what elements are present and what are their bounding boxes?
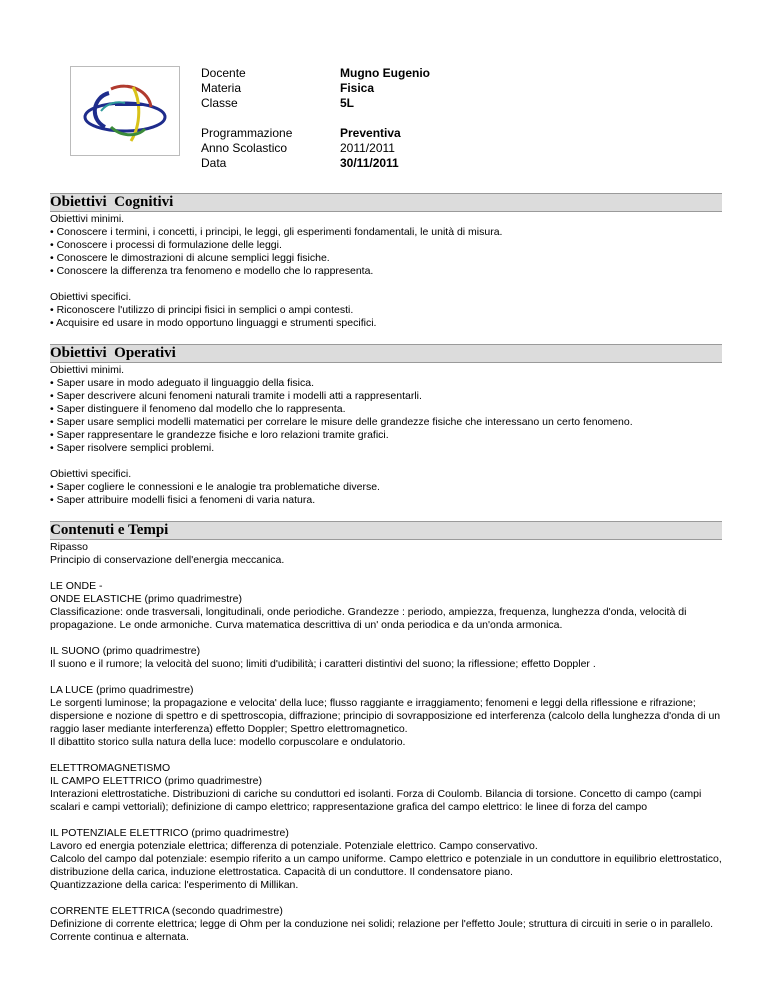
text-line: Corrente continua e alternata.	[50, 931, 189, 943]
text-line: LE ONDE -	[50, 580, 103, 592]
meta-label: Anno Scolastico	[201, 141, 288, 155]
text-line: • Saper rappresentare le grandezze fisiche e loro relazioni tramite grafici.	[50, 429, 389, 441]
meta-label: Data	[201, 156, 227, 170]
text-line: IL POTENZIALE ELETTRICO (primo quadrimestre)	[50, 827, 289, 839]
text-line: Obiettivi specifici.	[50, 468, 132, 480]
text-line: • Saper usare in modo adeguato il linguaggio della fisica.	[50, 377, 315, 389]
text-line: Obiettivi minimi.	[50, 364, 125, 376]
text-line: • Saper descrivere alcuni fenomeni naturali tramite i modelli atti a rappresentarli.	[50, 390, 422, 402]
text-line: • Conoscere la differenza tra fenomeno e modello che lo rappresenta.	[50, 265, 374, 277]
text-line: • Riconoscere l'utilizzo di principi fisici in semplici o ampi contesti.	[50, 304, 354, 316]
text-line: Ripasso	[50, 541, 88, 553]
meta-value: 2011/2011	[340, 141, 395, 155]
meta-value: Preventiva	[340, 126, 401, 140]
meta-row	[201, 96, 430, 111]
section	[50, 521, 722, 944]
meta-row	[201, 126, 430, 141]
meta-row	[201, 66, 430, 81]
document-metadata	[201, 66, 430, 171]
text-line: ELETTROMAGNETISMO	[50, 762, 171, 774]
meta-label: Programmazione	[201, 126, 293, 140]
text-line: Calcolo del campo dal potenziale: esempio riferito a un campo uniforme. Campo elettrico e potenziale in un conduttore in equilibrio elettrostatico, distribuzione della carica, induzione elettrostatica. Capacità di un conduttore. Il condensatore piano.	[50, 853, 722, 878]
meta-row	[201, 141, 430, 156]
text-line: Lavoro ed energia potenziale elettrica; differenza di potenziale. Potenziale elettrico. Campo conservativo.	[50, 840, 538, 852]
text-line: IL CAMPO ELETTRICO (primo quadrimestre)	[50, 775, 262, 787]
text-line: Obiettivi specifici.	[50, 291, 132, 303]
text-line: ONDE ELASTICHE (primo quadrimestre)	[50, 593, 242, 605]
text-line: • Saper distinguere il fenomeno dal modello che lo rappresenta.	[50, 403, 346, 415]
text-line: CORRENTE ELETTRICA (secondo quadrimestre)	[50, 905, 283, 917]
text-line: • Saper usare semplici modelli matematici per correlare le misure delle grandezze fisiche che interessano un certo fenomeno.	[50, 416, 633, 428]
text-line: Le sorgenti luminose; la propagazione e velocita' della luce; flusso raggiante e irraggiamento; fenomeni e leggi della riflessione e rifrazione; dispersione e nozione di spettro e di spettroscopia, diffrazione; principio di sovrapposizione ed interferenza (calcolo della lunghezza d'onda di un raggio laser mediante interferenza) effetto Doppler; Spettro elettromagnetico.	[50, 697, 721, 735]
text-line: • Saper cogliere le connessioni e le analogie tra problematiche diverse.	[50, 481, 380, 493]
text-line: • Conoscere i processi di formulazione delle leggi.	[50, 239, 282, 251]
meta-value: Mugno Eugenio	[340, 66, 430, 80]
text-line: • Conoscere i termini, i concetti, i principi, le leggi, gli esperimenti fondamentali, le unità di misura.	[50, 226, 503, 238]
text-line: IL SUONO (primo quadrimestre)	[50, 645, 201, 657]
section-heading: Contenuti e Tempi	[50, 521, 722, 540]
meta-label: Materia	[201, 81, 242, 95]
section	[50, 344, 722, 507]
meta-label: Classe	[201, 96, 238, 110]
text-line: • Saper risolvere semplici problemi.	[50, 442, 215, 454]
section	[50, 193, 722, 330]
text-line: • Conoscere le dimostrazioni di alcune semplici leggi fisiche.	[50, 252, 330, 264]
text-line: Obiettivi minimi.	[50, 213, 125, 225]
section-heading: Obiettivi Cognitivi	[50, 193, 722, 212]
text-line: • Saper attribuire modelli fisici a fenomeni di varia natura.	[50, 494, 316, 506]
text-line: Interazioni elettrostatiche. Distribuzioni di cariche su conduttori ed isolanti. Forza di Coulomb. Bilancia di torsione. Concetto di campo (campi scalari e campi vettoriali); definizione di campo elettrico; rappresentazione grafica del campo elettrico: le linee di forza del campo	[50, 788, 702, 813]
meta-row	[201, 156, 430, 171]
text-line: Quantizzazione della carica: l'esperimento di Millikan.	[50, 879, 299, 891]
text-line: LA LUCE (primo quadrimestre)	[50, 684, 194, 696]
text-line: Principio di conservazione dell'energia meccanica.	[50, 554, 285, 566]
meta-value: Fisica	[340, 81, 375, 95]
meta-label: Docente	[201, 66, 246, 80]
text-line: • Acquisire ed usare in modo opportuno linguaggi e strumenti specifici.	[50, 317, 377, 329]
document-body	[50, 193, 722, 958]
meta-value: 5L	[340, 96, 355, 110]
text-line: Classificazione: onde trasversali, longitudinali, onde periodiche. Grandezze : periodo, ampiezza, frequenza, lunghezza d'onda, velocità di propagazione. Le onde armoniche. Curva matematica descrittiva di un' onda periodica e da un'onda armonica.	[50, 606, 687, 631]
text-line: Il suono e il rumore; la velocità del suono; limiti d'udibilità; i caratteri distintivi del suono; la riflessione; effetto Doppler .	[50, 658, 596, 670]
section-heading: Obiettivi Operativi	[50, 344, 722, 363]
school-logo	[70, 66, 180, 156]
meta-value: 30/11/2011	[340, 156, 399, 170]
text-line: Definizione di corrente elettrica; legge di Ohm per la conduzione nei solidi; relazione per l'effetto Joule; struttura di circuiti in serie o in parallelo.	[50, 918, 714, 930]
meta-row	[201, 81, 430, 96]
text-line: Il dibattito storico sulla natura della luce: modello corpuscolare e ondulatorio.	[50, 736, 406, 748]
